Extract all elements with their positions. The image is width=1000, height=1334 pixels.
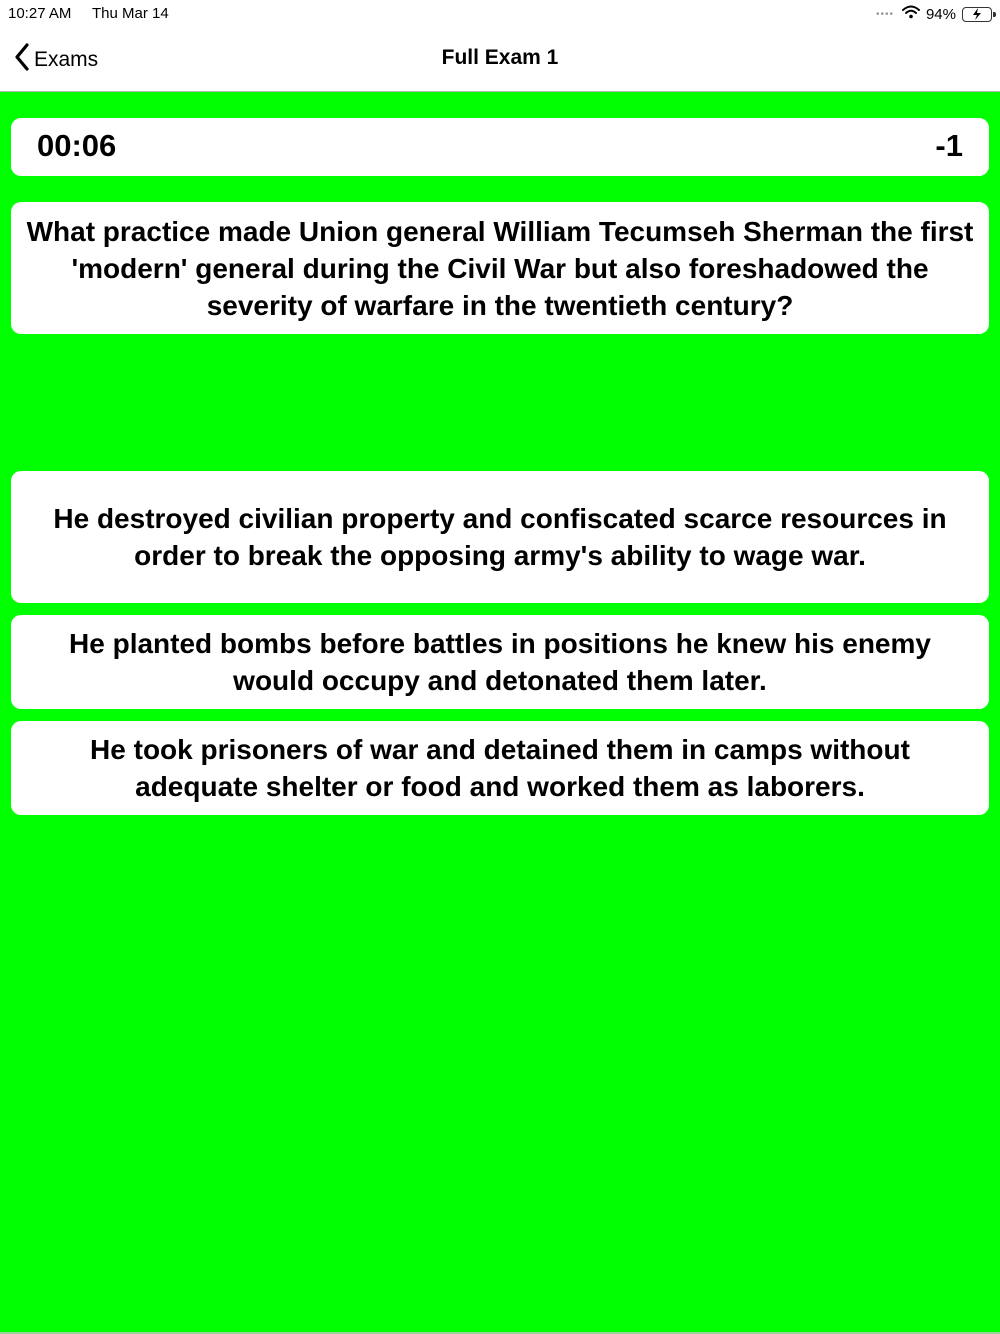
elapsed-timer: 00:06	[37, 128, 117, 163]
answer-option-text: He destroyed civilian property and confiscated scarce resources in order to break the opposing army's ability to wage war.	[53, 503, 947, 571]
cellular-signal-icon: ••••	[875, 8, 894, 20]
battery-icon	[962, 7, 992, 22]
timer-card	[11, 118, 989, 176]
answer-option-2[interactable]	[11, 615, 989, 709]
wifi-icon	[902, 5, 920, 23]
status-time: 10:27 AM	[8, 5, 72, 22]
answer-option-text: He planted bombs before battles in positions he knew his enemy would occupy and detonated them later.	[69, 628, 931, 696]
question-card	[11, 202, 989, 334]
answer-option-1[interactable]	[11, 471, 989, 603]
answer-option-3[interactable]	[11, 721, 989, 815]
score-value: -1	[935, 128, 963, 163]
status-bar	[0, 0, 1000, 28]
status-date: Thu Mar 14	[92, 5, 169, 22]
status-indicators	[876, 4, 992, 24]
answer-option-text: He took prisoners of war and detained them in camps without adequate shelter or food and worked them as laborers.	[90, 734, 910, 802]
back-button-label: Exams	[34, 48, 99, 71]
page-title: Full Exam 1	[441, 46, 559, 69]
navigation-bar	[0, 28, 1000, 92]
top-bar	[0, 0, 1000, 92]
question-text: What practice made Union general William Tecumseh Sherman the first 'modern' general during the Civil War but also foreshadowed the severity of warfare in the twentieth century?	[26, 216, 974, 321]
battery-percent: 94%	[925, 5, 956, 23]
